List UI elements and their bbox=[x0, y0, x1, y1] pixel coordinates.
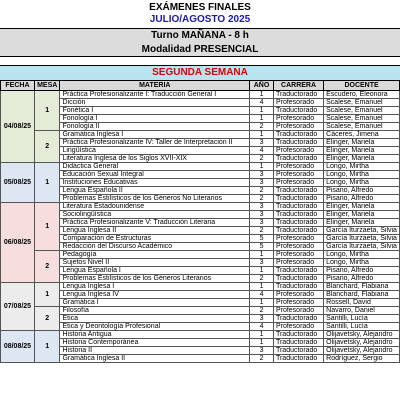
year-cell: 1 bbox=[250, 107, 274, 115]
year-cell: 1 bbox=[250, 115, 274, 123]
teacher-cell: Cáceres, Jimena bbox=[324, 131, 400, 139]
year-cell: 3 bbox=[250, 259, 274, 267]
subject-cell: Ética y Deontología Profesional bbox=[60, 323, 250, 331]
career-cell: Traductorado bbox=[273, 227, 323, 235]
year-cell: 2 bbox=[250, 275, 274, 283]
subject-cell: Lengua Inglesa II bbox=[60, 227, 250, 235]
subject-cell: Lengua Inglesa IV bbox=[60, 291, 250, 299]
subject-cell: Educación Sexual Integral bbox=[60, 171, 250, 179]
year-cell: 2 bbox=[250, 355, 274, 363]
year-cell: 2 bbox=[250, 227, 274, 235]
career-cell: Traductorado bbox=[273, 211, 323, 219]
subject-cell: Gramática Inglesa I bbox=[60, 131, 250, 139]
teacher-cell: Pisano, Alfredo bbox=[324, 187, 400, 195]
career-cell: Profesorado bbox=[273, 99, 323, 107]
year-cell: 5 bbox=[250, 235, 274, 243]
teacher-cell: Scalese, Emanuel bbox=[324, 123, 400, 131]
subject-cell: Sujetos Nivel II bbox=[60, 259, 250, 267]
column-header-materia: MATERIA bbox=[60, 81, 250, 91]
table-row bbox=[1, 259, 400, 267]
table-row bbox=[1, 107, 400, 115]
subject-cell: Historia II bbox=[60, 347, 250, 355]
mesa-cell: 1 bbox=[34, 91, 60, 131]
subject-cell: Lingüística bbox=[60, 147, 250, 155]
career-cell: Traductorado bbox=[273, 275, 323, 283]
career-cell: Profesorado bbox=[273, 123, 323, 131]
teacher-cell: Elinger, Mariela bbox=[324, 155, 400, 163]
teacher-cell: Elinger, Mariela bbox=[324, 139, 400, 147]
table-row bbox=[1, 267, 400, 275]
teacher-cell: Rodríguez, Sergio bbox=[324, 355, 400, 363]
career-cell: Traductorado bbox=[273, 347, 323, 355]
teacher-cell: Olijavetsky, Alejandro bbox=[324, 331, 400, 339]
year-cell: 1 bbox=[250, 299, 274, 307]
year-cell: 1 bbox=[250, 339, 274, 347]
date-cell: 07/08/25 bbox=[1, 283, 35, 331]
career-cell: Profesorado bbox=[273, 299, 323, 307]
table-row bbox=[1, 243, 400, 251]
year-cell: 2 bbox=[250, 307, 274, 315]
subject-cell: Lengua Inglesa I bbox=[60, 283, 250, 291]
table-row bbox=[1, 179, 400, 187]
teacher-cell: Pisano, Alfredo bbox=[324, 275, 400, 283]
teacher-cell: García Iturzaeta, Silvia bbox=[324, 227, 400, 235]
table-row bbox=[1, 115, 400, 123]
subject-cell: Práctica Profesionalizante I: Traducción General I bbox=[60, 91, 250, 99]
column-header-mesa: MESA bbox=[34, 81, 60, 91]
date-cell: 06/08/25 bbox=[1, 203, 35, 283]
career-cell: Traductorado bbox=[273, 283, 323, 291]
table-row bbox=[1, 219, 400, 227]
year-cell: 1 bbox=[250, 131, 274, 139]
table-row bbox=[1, 227, 400, 235]
table-row bbox=[1, 251, 400, 259]
year-cell: 3 bbox=[250, 219, 274, 227]
subject-cell: Redacción del Discurso Académico bbox=[60, 243, 250, 251]
subject-cell: Fonología II bbox=[60, 123, 250, 131]
table-row bbox=[1, 347, 400, 355]
year-cell: 1 bbox=[250, 163, 274, 171]
teacher-cell: Olijavetsky, Alejandro bbox=[324, 339, 400, 347]
table-row bbox=[1, 155, 400, 163]
teacher-cell: Elinger, Mariela bbox=[324, 219, 400, 227]
career-cell: Traductorado bbox=[273, 91, 323, 99]
year-cell: 3 bbox=[250, 211, 274, 219]
column-header-docente: DOCENTE bbox=[324, 81, 400, 91]
career-cell: Profesorado bbox=[273, 291, 323, 299]
career-cell: Profesorado bbox=[273, 307, 323, 315]
subject-cell: Sociolingüística bbox=[60, 211, 250, 219]
teacher-cell: Longo, Mirtha bbox=[324, 163, 400, 171]
career-cell: Traductorado bbox=[273, 203, 323, 211]
career-cell: Traductorado bbox=[273, 187, 323, 195]
table-row bbox=[1, 315, 400, 323]
teacher-cell: Santilli, Lucía bbox=[324, 315, 400, 323]
table-row bbox=[1, 139, 400, 147]
subject-cell: Fonética I bbox=[60, 107, 250, 115]
subject-cell: Literatura Inglesa de los Siglos XVII-XIX bbox=[60, 155, 250, 163]
year-cell: 4 bbox=[250, 291, 274, 299]
year-cell: 3 bbox=[250, 139, 274, 147]
date-cell: 04/08/25 bbox=[1, 91, 35, 163]
subject-cell: Lengua Española II bbox=[60, 187, 250, 195]
mesa-cell: 1 bbox=[34, 283, 60, 307]
table-row bbox=[1, 235, 400, 243]
table-row bbox=[1, 123, 400, 131]
table-row bbox=[1, 339, 400, 347]
table-row bbox=[1, 275, 400, 283]
table-row bbox=[1, 323, 400, 331]
career-cell: Profesorado bbox=[273, 163, 323, 171]
year-cell: 2 bbox=[250, 195, 274, 203]
career-cell: Traductorado bbox=[273, 339, 323, 347]
table-row bbox=[1, 195, 400, 203]
subject-cell: Didáctica General bbox=[60, 163, 250, 171]
table-row bbox=[1, 147, 400, 155]
year-cell: 1 bbox=[250, 267, 274, 275]
career-cell: Traductorado bbox=[273, 219, 323, 227]
year-cell: 1 bbox=[250, 283, 274, 291]
teacher-cell: Elinger, Mariela bbox=[324, 211, 400, 219]
subject-cell: Fonología I bbox=[60, 115, 250, 123]
teacher-cell: Elinger, Mariela bbox=[324, 203, 400, 211]
subject-cell: Práctica Profesionalizante IV: Taller de Interpretación II bbox=[60, 139, 250, 147]
teacher-cell: Navarro, Daniel bbox=[324, 307, 400, 315]
teacher-cell: Longo, Mirtha bbox=[324, 171, 400, 179]
subject-cell: Historia Contemporánea bbox=[60, 339, 250, 347]
teacher-cell: Santilli, Lucía bbox=[324, 323, 400, 331]
shift-label: Turno MAÑANA - 8 h bbox=[0, 28, 400, 44]
year-cell: 2 bbox=[250, 187, 274, 195]
subject-cell: Práctica Profesionalizante V: Traducción Literaria bbox=[60, 219, 250, 227]
subject-cell: Lengua Española I bbox=[60, 267, 250, 275]
career-cell: Profesorado bbox=[273, 147, 323, 155]
year-cell: 3 bbox=[250, 347, 274, 355]
year-cell: 3 bbox=[250, 171, 274, 179]
career-cell: Profesorado bbox=[273, 235, 323, 243]
mesa-cell: 2 bbox=[34, 251, 60, 283]
year-cell: 3 bbox=[250, 203, 274, 211]
year-cell: 4 bbox=[250, 323, 274, 331]
year-cell: 4 bbox=[250, 99, 274, 107]
page-title: EXÁMENES FINALES bbox=[149, 2, 251, 13]
teacher-cell: Scalese, Emanuel bbox=[324, 99, 400, 107]
table-row bbox=[1, 163, 400, 171]
mesa-cell: 2 bbox=[34, 307, 60, 331]
column-header-anio: AÑO bbox=[250, 81, 274, 91]
year-cell: 1 bbox=[250, 91, 274, 99]
date-cell: 05/08/25 bbox=[1, 163, 35, 203]
mesa-cell: 1 bbox=[34, 203, 60, 251]
subject-cell: Historia Antigua bbox=[60, 331, 250, 339]
career-cell: Traductorado bbox=[273, 155, 323, 163]
exam-period: JULIO/AGOSTO 2025 bbox=[149, 14, 251, 25]
table-row bbox=[1, 331, 400, 339]
teacher-cell: Longo, Mirtha bbox=[324, 259, 400, 267]
year-cell: 5 bbox=[250, 243, 274, 251]
teacher-cell: Pisano, Alfredo bbox=[324, 267, 400, 275]
mesa-cell: 1 bbox=[34, 331, 60, 363]
mesa-cell: 1 bbox=[34, 163, 60, 203]
exam-schedule-table bbox=[0, 80, 400, 363]
subject-cell: Dicción bbox=[60, 99, 250, 107]
teacher-cell: Blanchard, Flabiana bbox=[324, 291, 400, 299]
week-title: SEGUNDA SEMANA bbox=[0, 65, 400, 81]
subject-cell: Problemas Estilísticos de los Géneros No Literarios bbox=[60, 195, 250, 203]
table-row bbox=[1, 171, 400, 179]
subject-cell: Gramática Inglesa II bbox=[60, 355, 250, 363]
column-header-carrera: CARRERA bbox=[273, 81, 323, 91]
teacher-cell: Elinger, Mariela bbox=[324, 147, 400, 155]
year-cell: 3 bbox=[250, 315, 274, 323]
date-cell: 08/08/25 bbox=[1, 331, 35, 363]
year-cell: 2 bbox=[250, 123, 274, 131]
year-cell: 3 bbox=[250, 179, 274, 187]
career-cell: Traductorado bbox=[273, 331, 323, 339]
subject-cell: Literatura Estadounidense bbox=[60, 203, 250, 211]
teacher-cell: Pisano, Alfredo bbox=[324, 195, 400, 203]
teacher-cell: Scalese, Emanuel bbox=[324, 115, 400, 123]
subject-cell: Ética bbox=[60, 315, 250, 323]
career-cell: Traductorado bbox=[273, 195, 323, 203]
teacher-cell: Rossell, David bbox=[324, 299, 400, 307]
career-cell: Profesorado bbox=[273, 323, 323, 331]
table-header-row bbox=[1, 81, 400, 91]
subject-cell: Problemas Estilísticos de los Géneros Literarios bbox=[60, 275, 250, 283]
career-cell: Traductorado bbox=[273, 315, 323, 323]
career-cell: Profesorado bbox=[273, 171, 323, 179]
table-row bbox=[1, 131, 400, 139]
year-cell: 1 bbox=[250, 331, 274, 339]
subject-cell: Filosofía bbox=[60, 307, 250, 315]
table-row bbox=[1, 99, 400, 107]
career-cell: Traductorado bbox=[273, 267, 323, 275]
career-cell: Profesorado bbox=[273, 179, 323, 187]
year-cell: 1 bbox=[250, 251, 274, 259]
teacher-cell: Blanchard, Flabiana bbox=[324, 283, 400, 291]
table-row bbox=[1, 187, 400, 195]
year-cell: 4 bbox=[250, 147, 274, 155]
table-row bbox=[1, 283, 400, 291]
table-row bbox=[1, 91, 400, 99]
career-cell: Profesorado bbox=[273, 115, 323, 123]
table-row bbox=[1, 211, 400, 219]
teacher-cell: Scalese, Emanuel bbox=[324, 107, 400, 115]
table-row bbox=[1, 291, 400, 299]
subject-cell: Comparación de Estructuras bbox=[60, 235, 250, 243]
table-row bbox=[1, 299, 400, 307]
teacher-cell: Longo, Mirtha bbox=[324, 179, 400, 187]
modality-label: Modalidad PRESENCIAL bbox=[0, 43, 400, 57]
career-cell: Traductorado bbox=[273, 107, 323, 115]
teacher-cell: Olijavetsky, Alejandro bbox=[324, 347, 400, 355]
subject-cell: Instituciones Educativas bbox=[60, 179, 250, 187]
career-cell: Traductorado bbox=[273, 355, 323, 363]
subject-cell: Pedagogía bbox=[60, 251, 250, 259]
career-cell: Profesorado bbox=[273, 251, 323, 259]
career-cell: Profesorado bbox=[273, 259, 323, 267]
table-row bbox=[1, 355, 400, 363]
teacher-cell: Escudero, Eleonora bbox=[324, 91, 400, 99]
career-cell: Profesorado bbox=[273, 243, 323, 251]
table-row bbox=[1, 307, 400, 315]
teacher-cell: García Iturzaeta, Silvia bbox=[324, 243, 400, 251]
table-row bbox=[1, 203, 400, 211]
teacher-cell: García Iturzaeta, Silvia bbox=[324, 235, 400, 243]
subject-cell: Gramática I bbox=[60, 299, 250, 307]
career-cell: Traductorado bbox=[273, 131, 323, 139]
year-cell: 2 bbox=[250, 155, 274, 163]
teacher-cell: Longo, Mirtha bbox=[324, 251, 400, 259]
career-cell: Traductorado bbox=[273, 139, 323, 147]
column-header-fecha: FECHA bbox=[1, 81, 35, 91]
mesa-cell: 2 bbox=[34, 131, 60, 163]
